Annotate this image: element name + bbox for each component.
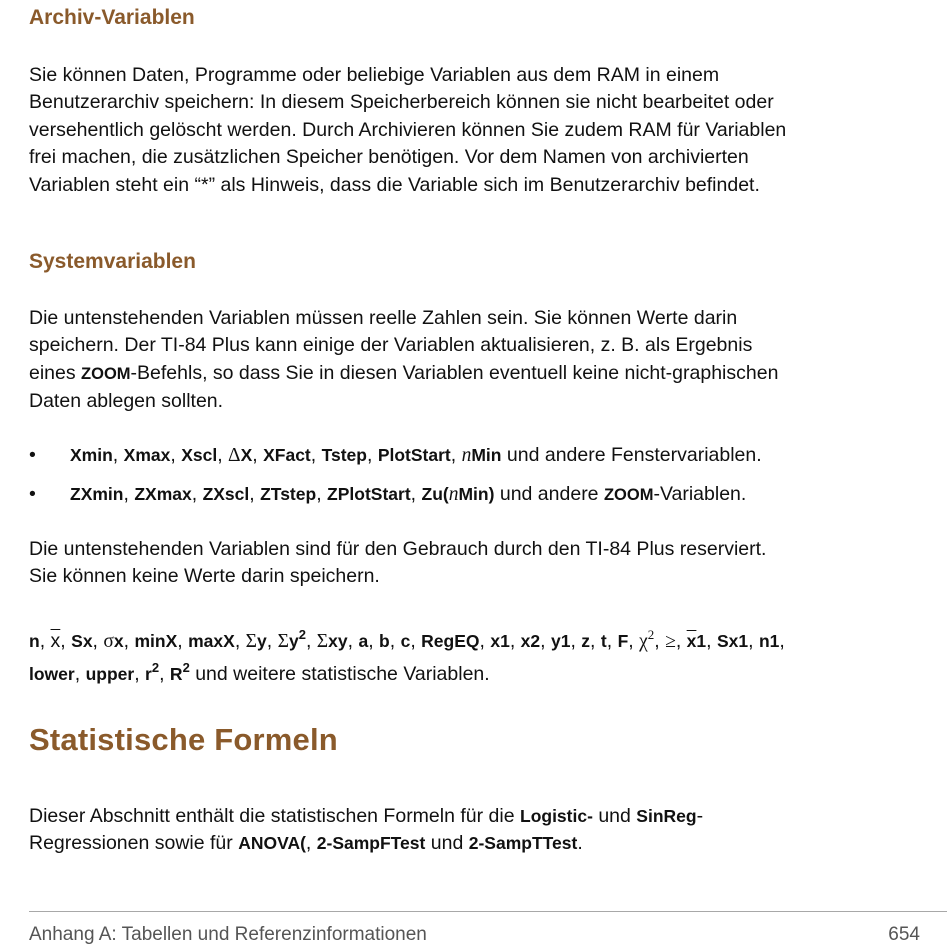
separator: , xyxy=(112,444,124,466)
separator: , xyxy=(479,630,491,652)
command-2-sampftest: 2-SampFTest xyxy=(316,833,426,854)
delta-symbol: Δ xyxy=(228,445,241,466)
separator: , xyxy=(570,630,582,652)
var-xbar1 xyxy=(687,631,706,651)
separator: , xyxy=(706,630,717,652)
separator: , xyxy=(266,630,278,652)
text-fragment: und andere xyxy=(494,483,604,505)
text-fragment: y xyxy=(288,631,299,651)
separator: , xyxy=(389,630,401,652)
separator: , xyxy=(654,630,666,652)
text-fragment: . xyxy=(577,832,583,855)
sum-symbol: Σ xyxy=(245,631,258,652)
bullet-dot: • xyxy=(29,483,36,505)
bullet-text xyxy=(70,442,762,469)
separator: , xyxy=(249,483,261,505)
sum-symbol: Σ xyxy=(316,631,329,652)
chi-symbol: χ xyxy=(639,631,648,652)
sigma-symbol: σ xyxy=(103,631,114,652)
var-xfact: XFact xyxy=(263,445,311,465)
command-anova: ANOVA( xyxy=(238,833,306,854)
text-fragment: r xyxy=(145,664,152,684)
separator: , xyxy=(191,483,203,505)
text-line xyxy=(29,830,929,857)
var-minx: minX xyxy=(134,631,178,651)
text-line: speichern. Der TI-84 Plus kann einige der Variablen aktualisieren, z. B. als Ergebnis xyxy=(29,334,753,357)
text-line xyxy=(29,625,929,658)
text-fragment: -Variablen. xyxy=(653,483,747,505)
separator: , xyxy=(368,630,380,652)
var-maxx: maxX xyxy=(188,631,235,651)
separator: , xyxy=(252,444,264,466)
var-c: c xyxy=(400,631,411,651)
var-chi-square xyxy=(639,627,655,652)
heading-systemvariablen: Systemvariablen xyxy=(29,250,196,273)
text-fragment: und xyxy=(425,832,469,855)
separator: , xyxy=(159,663,170,685)
text-line: Sie können keine Werte darin speichern. xyxy=(29,565,380,588)
text-fragment: eines xyxy=(29,361,82,384)
text-fragment: 1 xyxy=(696,631,707,651)
text-line xyxy=(29,658,929,691)
var-t: t xyxy=(600,631,607,651)
paragraph-system xyxy=(29,305,929,416)
paragraph-reserved xyxy=(29,536,929,591)
heading-statistische-formeln: Statistische Formeln xyxy=(29,722,338,757)
bullet-text xyxy=(70,481,746,509)
separator: , xyxy=(134,663,146,685)
var-zu-close: Min) xyxy=(458,484,495,504)
separator: , xyxy=(316,483,328,505)
var-plotstart: PlotStart xyxy=(377,445,451,465)
separator: , xyxy=(628,630,640,652)
var-upper: upper xyxy=(85,664,135,684)
command-logistic: Logistic- xyxy=(520,806,593,826)
separator: , xyxy=(60,630,72,652)
separator: , xyxy=(779,630,785,652)
separator: , xyxy=(123,483,135,505)
text-fragment: R xyxy=(169,664,183,684)
superscript-2: 2 xyxy=(182,660,190,675)
separator: , xyxy=(310,444,322,466)
separator: , xyxy=(74,663,86,685)
separator: , xyxy=(217,444,229,466)
var-n: n xyxy=(29,631,40,651)
separator: , xyxy=(234,630,246,652)
separator: , xyxy=(92,630,104,652)
text-line: Variablen steht ein “*” als Hinweis, dass die Variable sich im Benutzerarchiv befindet. xyxy=(29,173,760,196)
separator: , xyxy=(410,483,422,505)
separator: , xyxy=(305,630,317,652)
var-y1: y1 xyxy=(550,631,571,651)
sum-symbol: Σ xyxy=(277,631,289,652)
superscript-2: 2 xyxy=(151,660,160,675)
var-sx: Sx xyxy=(71,631,93,651)
italic-n: n xyxy=(461,445,472,466)
command-2-sampttest: 2-SampTTest xyxy=(468,833,578,854)
text-line: frei machen, die zusätzlichen Speicher benötigen. Vor dem Namen von archivierten xyxy=(29,146,749,169)
var-z: z xyxy=(581,631,591,651)
separator: , xyxy=(170,444,182,466)
var-sum-y2 xyxy=(288,627,306,651)
text-line xyxy=(29,803,929,830)
text-fragment: Dieser Abschnitt enthält die statistischen Formeln für die xyxy=(29,805,520,827)
text-line: Die untenstehenden Variablen sind für den Gebrauch durch den TI-84 Plus reserviert. xyxy=(29,538,767,560)
var-tstep: Tstep xyxy=(321,445,367,465)
paragraph-archiv xyxy=(29,62,929,199)
var-xmax: Xmax xyxy=(123,445,171,465)
var-sigma-x: x xyxy=(113,631,124,651)
var-regeq: RegEQ xyxy=(421,631,480,651)
text-fragment: und weitere statistische Variablen. xyxy=(189,663,490,685)
separator: , xyxy=(39,630,51,652)
separator: , xyxy=(509,630,521,652)
separator: , xyxy=(540,630,551,652)
var-sx1: Sx1 xyxy=(716,631,749,651)
superscript-2: 2 xyxy=(647,627,655,642)
text-line xyxy=(29,360,929,388)
var-a: a xyxy=(358,631,369,651)
footer-divider xyxy=(29,911,947,912)
separator: , xyxy=(590,630,601,652)
separator: , xyxy=(675,630,687,652)
var-sum-y: y xyxy=(257,631,267,651)
var-zu-open: Zu( xyxy=(421,484,449,504)
separator: , xyxy=(410,630,422,652)
text-fragment: -Befehls, so dass Sie in diesen Variablen eventuell keine nicht-graphischen xyxy=(130,361,779,384)
text-line: Daten ablegen sollten. xyxy=(29,390,224,413)
var-x1: x1 xyxy=(490,631,510,651)
var-xscl: Xscl xyxy=(181,445,218,465)
var-R2 xyxy=(169,660,190,684)
var-xmin: Xmin xyxy=(70,445,113,465)
var-xbar: $\overline{x}$ xyxy=(50,630,61,652)
text-fragment: Regressionen sowie für xyxy=(29,832,239,855)
var-zxmax: ZXmax xyxy=(134,484,192,504)
separator: , xyxy=(177,630,189,652)
paragraph-formeln xyxy=(29,803,929,858)
text-fragment: $\overline{x}$ xyxy=(686,631,697,651)
statistic-variables-list xyxy=(29,625,929,691)
separator: , xyxy=(366,444,378,466)
text-line: Benutzerarchiv speichern: In diesem Speicherbereich können sie nicht bearbeitet oder xyxy=(29,91,774,114)
separator: , xyxy=(305,832,317,855)
text-line: Die untenstehenden Variablen müssen reelle Zahlen sein. Sie können Werte darin xyxy=(29,307,738,329)
text-line: versehentlich gelöscht werden. Durch Archivieren können Sie zudem RAM für Variablen xyxy=(29,118,787,141)
ge-symbol: ≥ xyxy=(665,631,676,652)
separator: , xyxy=(450,444,462,466)
var-nmin: Min xyxy=(471,445,502,465)
separator: , xyxy=(123,630,135,652)
separator: , xyxy=(347,630,359,652)
footer-chapter-title: Anhang A: Tabellen und Referenzinformationen xyxy=(29,924,427,945)
command-zoom: ZOOM xyxy=(603,486,654,504)
footer-page-number: 654 xyxy=(888,924,920,945)
var-zplotstart: ZPlotStart xyxy=(327,484,411,504)
text-fragment: und andere Fenstervariablen. xyxy=(501,444,762,466)
text-fragment: - xyxy=(696,805,704,827)
text-line: Sie können Daten, Programme oder beliebige Variablen aus dem RAM in einem xyxy=(29,64,720,86)
var-sum-xy: xy xyxy=(328,631,348,651)
heading-archiv-variablen: Archiv-Variablen xyxy=(29,6,195,29)
var-lower: lower xyxy=(29,664,75,684)
bullet-dot: • xyxy=(29,444,36,466)
var-delta-x: X xyxy=(240,445,253,465)
superscript-2: 2 xyxy=(298,627,306,642)
italic-n: n xyxy=(448,484,459,505)
text-fragment: und xyxy=(592,805,637,827)
var-zxscl: ZXscl xyxy=(202,484,250,504)
var-x2: x2 xyxy=(520,631,541,651)
var-n1: n1 xyxy=(758,631,780,651)
var-r2 xyxy=(145,660,160,684)
separator: , xyxy=(606,630,618,652)
var-ztstep: ZTstep xyxy=(260,484,317,504)
var-f: F xyxy=(617,631,629,651)
var-zxmin: ZXmin xyxy=(70,484,124,504)
separator: , xyxy=(748,630,759,652)
var-b: b xyxy=(379,631,390,651)
command-zoom: ZOOM xyxy=(81,364,131,383)
command-sinreg: SinReg xyxy=(636,806,697,826)
